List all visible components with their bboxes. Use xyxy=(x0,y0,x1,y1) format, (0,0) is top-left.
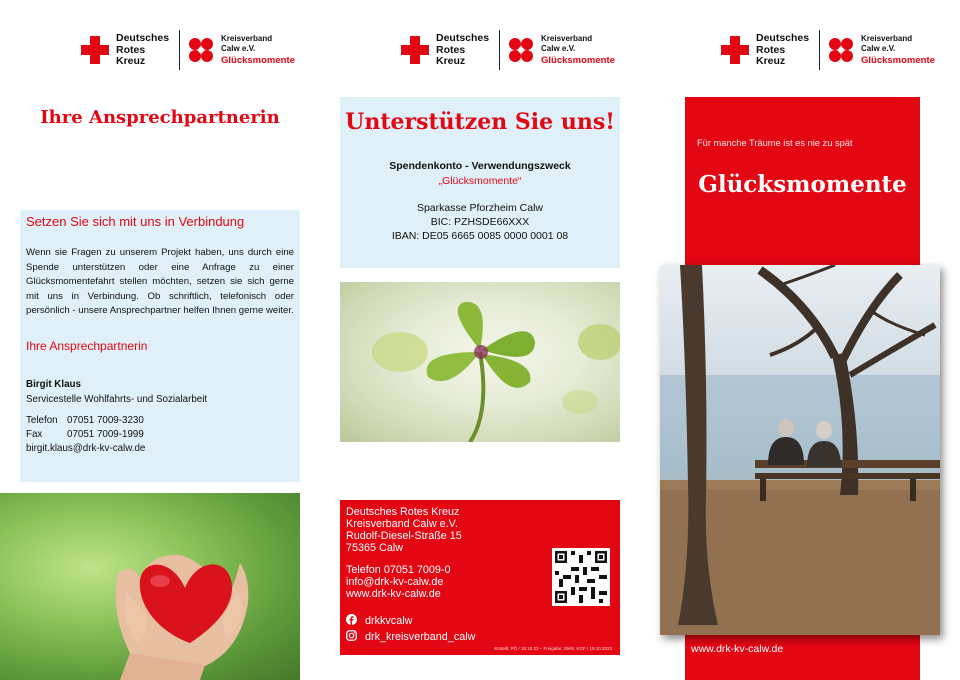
heart-hands-photo xyxy=(0,493,300,680)
bank-iban: IBAN: DE05 6665 0085 0000 0001 08 xyxy=(391,230,569,242)
contact-name: Birgit Klaus xyxy=(26,379,81,390)
clover-heart-icon xyxy=(187,36,215,64)
kv-wordmark: Kreisverband Calw e.V. xyxy=(541,34,593,53)
red-cross-icon xyxy=(721,36,749,64)
bank-name: Sparkasse Pforzheim Calw xyxy=(416,202,544,214)
park-bench-photo xyxy=(660,265,940,635)
heart-hands-illustration xyxy=(0,493,300,680)
org-phone[interactable]: Telefon 07051 7009-0 xyxy=(346,564,451,576)
drk-wordmark: Deutsches Rotes Kreuz xyxy=(116,32,170,67)
cover-tagline: Für manche Träume ist es nie zu spät xyxy=(697,138,853,148)
bank-bic: BIC: PZHSDE66XXX xyxy=(430,216,530,228)
phone-number[interactable]: 07051 7009-3230 xyxy=(67,415,144,426)
program-name: Glücksmomente xyxy=(221,55,295,66)
drk-wordmark: Deutsches Rotes Kreuz xyxy=(436,32,490,67)
drk-logo-middle xyxy=(401,30,631,72)
fine-print: Erstellt: PÖ / 19.10.23 – Freigabe: Stefs. KGF / 19.10.2023 xyxy=(494,646,612,651)
facebook-icon xyxy=(346,614,357,625)
red-cross-icon xyxy=(81,36,109,64)
qr-code-graphic xyxy=(555,551,607,603)
clover-heart-icon xyxy=(507,36,535,64)
cover-title-block xyxy=(685,97,920,265)
org-email-link[interactable]: info@drk-kv-calw.de xyxy=(346,576,444,588)
left-panel-title: Ihre Ansprechpartnerin xyxy=(40,107,280,128)
cover-website-link[interactable]: www.drk-kv-calw.de xyxy=(691,643,784,655)
contact-paragraph: Wenn sie Fragen zu unserem Projekt haben, uns durch eine Spende unterstützen oder eine Anfrage zu einer Glücksmomentefahrt stellen möchten, setzen sie sich gerne mit uns in Verbindung. Ob schriftlich, telefonisch oder persönlich - unsere Ansprechpartner helfen Ihnen gerne weiter. xyxy=(26,247,294,316)
clover-photo xyxy=(340,282,620,442)
phone-label: Telefon xyxy=(26,415,58,426)
fax-label: Fax xyxy=(26,429,43,440)
contact-role: Servicestelle Wohlfahrts- und Sozialarbeit xyxy=(26,394,208,405)
logo-divider xyxy=(499,30,500,70)
instagram-link[interactable] xyxy=(346,630,475,643)
kv-wordmark: Kreisverband Calw e.V. xyxy=(861,34,913,53)
org-website-link[interactable]: www.drk-kv-calw.de xyxy=(346,588,441,600)
fax-number: 07051 7009-1999 xyxy=(67,429,144,440)
donation-box xyxy=(340,97,620,268)
drk-logo-left xyxy=(81,30,311,72)
drk-logo-right xyxy=(721,30,951,72)
park-bench-illustration xyxy=(660,265,940,635)
red-cross-icon xyxy=(401,36,429,64)
qr-code-icon[interactable] xyxy=(552,548,610,606)
instagram-handle: drk_kreisverband_calw xyxy=(365,631,476,643)
program-name: Glücksmomente xyxy=(541,55,615,66)
contact-email-link[interactable]: birgit.klaus@drk-kv-calw.de xyxy=(26,443,146,454)
kv-wordmark: Kreisverband Calw e.V. xyxy=(221,34,273,53)
cover-footer xyxy=(685,630,920,680)
logo-divider xyxy=(819,30,820,70)
donation-title: Unterstützen Sie uns! xyxy=(345,109,615,135)
org-street: Rudolf-Diesel-Straße 15 xyxy=(346,530,462,542)
instagram-icon xyxy=(346,630,357,641)
donation-purpose: „Glücksmomente“ xyxy=(438,175,522,187)
org-city: 75365 Calw xyxy=(346,542,404,554)
org-name: Deutsches Rotes Kreuz xyxy=(346,506,460,518)
facebook-link[interactable] xyxy=(346,614,412,627)
account-label: Spendenkonto - Verwendungszweck xyxy=(389,160,571,172)
drk-wordmark: Deutsches Rotes Kreuz xyxy=(756,32,810,67)
org-kv: Kreisverband Calw e.V. xyxy=(346,518,458,530)
logo-divider xyxy=(179,30,180,70)
cover-title: Glücksmomente xyxy=(698,171,907,198)
clover-illustration xyxy=(340,282,620,442)
contact-box-heading: Setzen Sie sich mit uns in Verbindung xyxy=(26,214,245,229)
contact-person-heading: Ihre Ansprechpartnerin xyxy=(26,339,148,353)
contact-box xyxy=(20,210,300,482)
clover-heart-icon xyxy=(827,36,855,64)
address-box xyxy=(340,500,620,655)
facebook-handle: drkkvcalw xyxy=(365,615,413,627)
program-name: Glücksmomente xyxy=(861,55,935,66)
